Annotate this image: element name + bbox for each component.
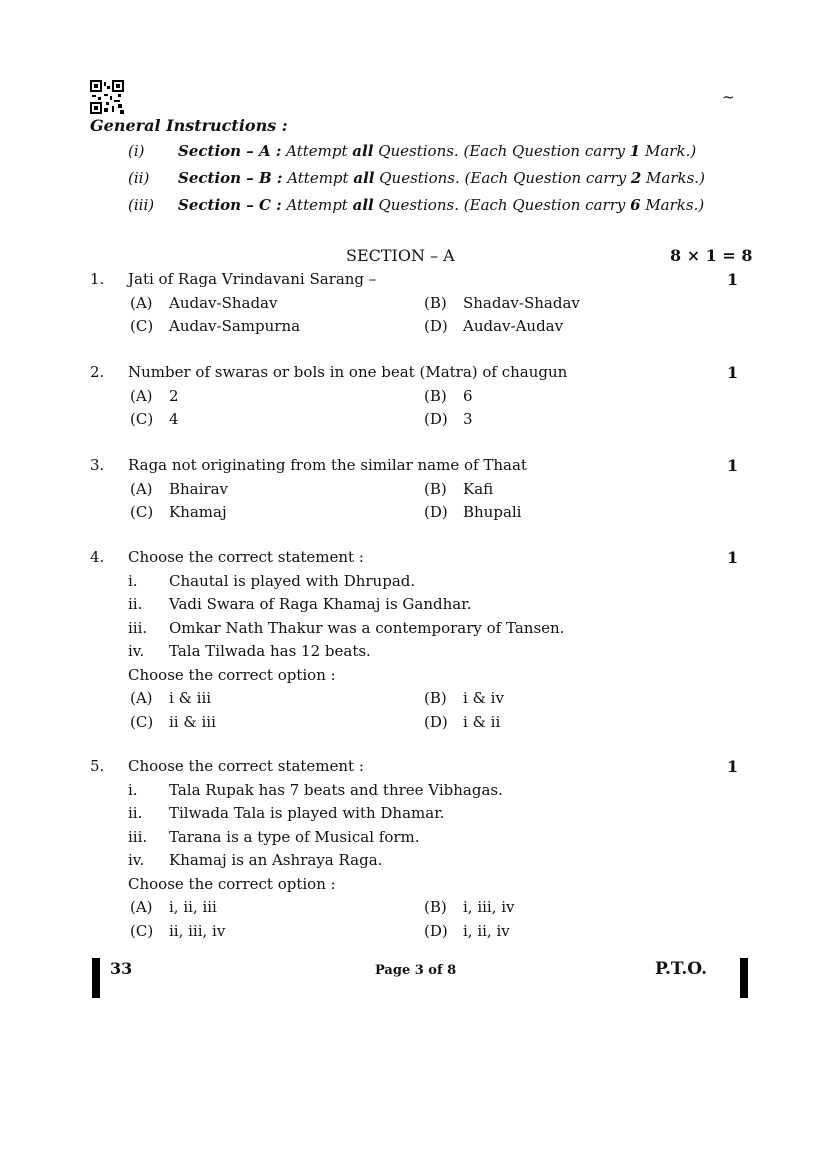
section-title: SECTION – A — [346, 246, 455, 265]
option-text: 4 — [169, 410, 179, 428]
statement-label: iv. — [128, 851, 145, 869]
option-text: 3 — [463, 410, 473, 428]
option-text: Kafi — [463, 479, 494, 498]
choose-option-text: Choose the correct option : — [128, 665, 336, 684]
instruction-text: Marks.) — [640, 196, 705, 214]
instruction-emphasis: all — [353, 169, 375, 187]
section-marks: 8 × 1 = 8 — [670, 246, 753, 265]
instruction-text: Attempt — [282, 169, 354, 187]
instruction-number: (i) — [128, 142, 145, 160]
option-text: 6 — [463, 386, 473, 405]
instruction-number: (iii) — [128, 196, 155, 214]
option-label: (A) — [130, 479, 153, 498]
statement-text: Tala Rupak has 7 beats and three Vibhagas. — [169, 780, 503, 799]
option-text: Shadav-Shadav — [463, 293, 580, 312]
option-label: (D) — [424, 503, 448, 521]
option-text: i, ii, iv — [463, 921, 510, 940]
option-text: Audav-Audav — [463, 317, 564, 335]
option-text: ii, iii, iv — [169, 921, 226, 940]
option-label: (C) — [130, 317, 154, 335]
statement-text: Tilwada Tala is played with Dhamar. — [169, 804, 445, 822]
option-label: (B) — [424, 386, 447, 405]
question-mark: 1 — [727, 456, 739, 475]
instruction-text: Mark.) — [640, 142, 697, 160]
option-text: Bhairav — [169, 479, 229, 498]
option-label: (B) — [424, 898, 447, 916]
option-label: (C) — [130, 712, 154, 731]
question-text: Number of swaras or bols in one beat (Matra) of chaugun — [128, 363, 568, 381]
question-mark: 1 — [727, 548, 739, 567]
statement-text: Omkar Nath Thakur was a contemporary of Tansen. — [169, 618, 565, 637]
option-label: (A) — [130, 898, 153, 916]
instruction-emphasis: all — [352, 196, 374, 214]
question-number: 3. — [90, 456, 105, 474]
option-label: (D) — [424, 712, 448, 731]
statement-label: i. — [128, 780, 138, 799]
question-number: 5. — [90, 757, 105, 775]
option-text: i, ii, iii — [169, 898, 217, 916]
option-label: (B) — [424, 689, 447, 707]
option-label: (A) — [130, 293, 153, 312]
instruction-row — [128, 196, 704, 214]
question-text: Choose the correct statement : — [128, 757, 364, 775]
option-label: (A) — [130, 689, 153, 707]
option-label: (B) — [424, 479, 447, 498]
option-label: (D) — [424, 410, 448, 428]
instruction-text: Questions. (Each Question carry — [373, 142, 630, 160]
instruction-section: Section – C : — [178, 196, 282, 214]
option-text: Audav-Shadav — [169, 293, 278, 312]
option-text: Bhupali — [463, 503, 522, 521]
statement-text: Tala Tilwada has 12 beats. — [169, 642, 371, 660]
page-number: Page 3 of 8 — [375, 963, 457, 978]
footer-code: 33 — [110, 959, 133, 978]
option-text: Khamaj — [169, 503, 227, 521]
option-label: (C) — [130, 410, 154, 428]
question-number: 4. — [90, 548, 105, 566]
question-text: Jati of Raga Vrindavani Sarang – — [128, 270, 377, 288]
question-number: 1. — [90, 270, 105, 288]
instruction-marks: 6 — [630, 196, 641, 214]
option-text: i & iii — [169, 689, 212, 707]
question-mark: 1 — [727, 270, 739, 289]
instruction-text: Marks.) — [641, 169, 705, 187]
option-label: (D) — [424, 921, 448, 940]
instruction-marks: 1 — [629, 142, 641, 160]
instruction-row — [128, 142, 696, 160]
option-label: (B) — [424, 293, 447, 312]
choose-option-text: Choose the correct option : — [128, 874, 336, 893]
question-mark: 1 — [727, 757, 739, 776]
statement-text: Khamaj is an Ashraya Raga. — [169, 851, 383, 869]
option-text: i, iii, iv — [463, 898, 515, 916]
instruction-emphasis: all — [352, 142, 374, 160]
instruction-number: (ii) — [128, 169, 150, 187]
statement-label: ii. — [128, 595, 143, 613]
option-label: (D) — [424, 317, 448, 335]
statement-label: ii. — [128, 804, 143, 822]
instruction-text: Attempt — [281, 196, 353, 214]
pto-label: P.T.O. — [655, 959, 707, 979]
instruction-section: Section – A : — [178, 142, 282, 160]
tilde-mark: ~ — [722, 88, 735, 106]
instruction-text: Questions. (Each Question carry — [374, 169, 631, 187]
footer-left-bar — [92, 958, 100, 998]
instructions-title: General Instructions : — [90, 116, 288, 135]
instruction-section: Section – B : — [178, 169, 283, 187]
statement-label: iii. — [128, 618, 148, 637]
instruction-text: Attempt — [281, 142, 353, 160]
question-number: 2. — [90, 363, 105, 381]
qr-code-icon — [90, 80, 124, 114]
question-text: Choose the correct statement : — [128, 548, 364, 566]
statement-text: Vadi Swara of Raga Khamaj is Gandhar. — [169, 595, 472, 613]
option-text: i & ii — [463, 712, 501, 731]
option-text: 2 — [169, 386, 179, 405]
option-label: (C) — [130, 921, 154, 940]
question-text: Raga not originating from the similar name of Thaat — [128, 456, 527, 474]
statement-text: Chautal is played with Dhrupad. — [169, 571, 416, 590]
statement-label: iv. — [128, 642, 145, 660]
option-text: Audav-Sampurna — [169, 317, 301, 335]
option-text: ii & iii — [169, 712, 216, 731]
option-text: i & iv — [463, 689, 504, 707]
statement-label: iii. — [128, 827, 148, 846]
option-label: (A) — [130, 386, 153, 405]
question-mark: 1 — [727, 363, 739, 382]
instruction-row — [128, 169, 705, 187]
statement-text: Tarana is a type of Musical form. — [169, 827, 420, 846]
instruction-text: Questions. (Each Question carry — [373, 196, 631, 214]
statement-label: i. — [128, 571, 138, 590]
footer-right-bar — [740, 958, 748, 998]
option-label: (C) — [130, 503, 154, 521]
instruction-marks: 2 — [630, 169, 642, 187]
